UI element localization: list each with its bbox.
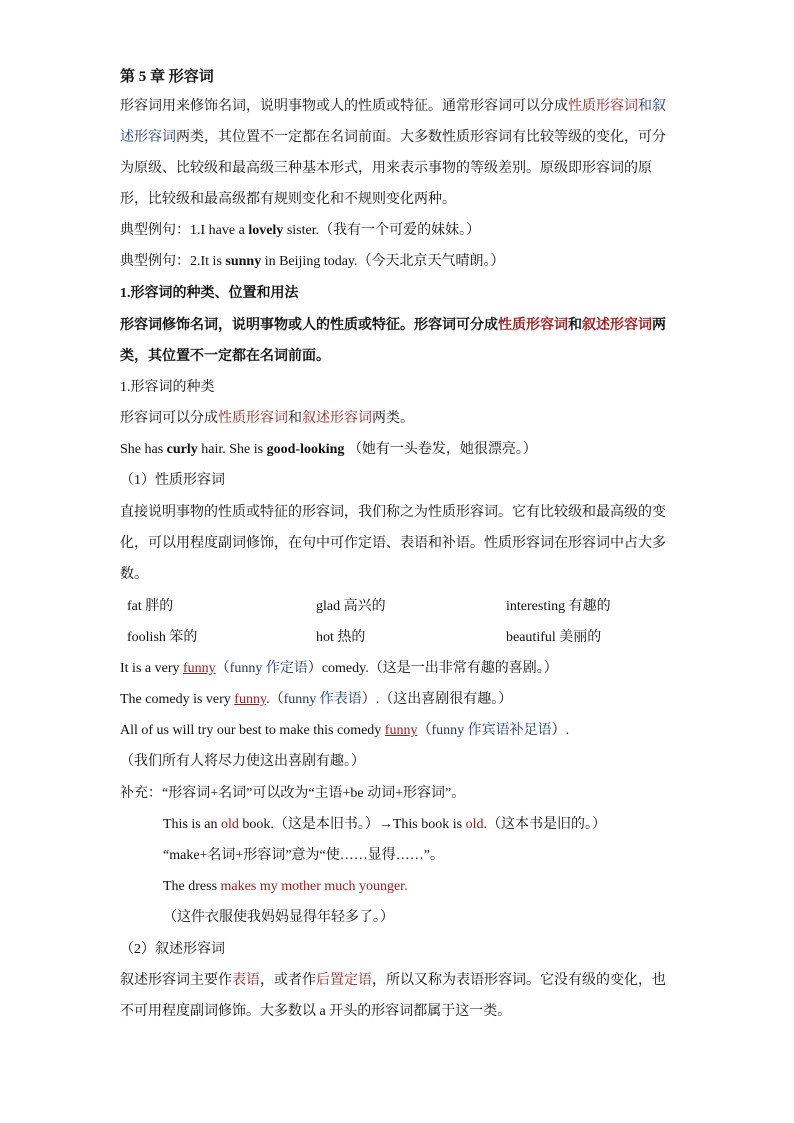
term-predicative: 述形容词 [120,130,176,145]
qualitative-line-2: 化，可以用程度副词修饰，在句中可作定语、表语和补语。性质形容词在形容词中占大多 [120,536,666,551]
funny-example-1: It is a very funny（funny 作定语）comedy.（这是一出非常有趣的喜剧。） [120,661,558,676]
qualitative-line-3: 数。 [120,567,148,582]
funny-example-3-translation: （我们所有人将尽力使这出喜剧有趣。） [120,754,365,769]
summary-line-1: 形容词修饰名词，说明事物或人的性质或特征。形容词可分成性质形容词和叙述形容词两 [120,318,666,333]
predicative-line-2: 不可用程度副词修饰。大多数以 a 开头的形容词都属于这一类。 [120,1004,512,1019]
section-heading: 1.形容词的种类、位置和用法 [120,286,299,301]
dress-example-translation: （这件衣服使我妈妈显得年轻多了。） [163,910,394,925]
curly-hair-example: She has curly hair. She is good-looking （她有一头卷发，她很漂亮。） [120,442,537,457]
example-sentence-2: 典型例句：2.It is sunny in Beijing today.（今天北京天气晴朗。） [120,254,505,269]
intro-line-3: 为原级、比较级和最高级三种基本形式，用来表示事物的等级差别。原级即形容词的原 [120,161,652,176]
chapter-title: 第 5 章 形容词 [120,69,214,85]
vocab-item: interesting 有趣的 [506,599,611,614]
funny-example-2: The comedy is very funny.（funny 作表语）.（这出喜剧很有趣。） [120,692,513,707]
vocab-item: fat 胖的 [127,599,174,614]
supplement-note: 补充：“形容词+名词”可以改为“主语+be 动词+形容词”。 [120,786,466,801]
intro-line-2: 述形容词两类，其位置不一定都在名词前面。大多数性质形容词有比较等级的变化，可分 [120,130,666,145]
summary-line-2: 类，其位置不一定都在名词前面。 [120,349,330,364]
example-sentence-1: 典型例句：1.I have a lovely sister.（我有一个可爱的妹妹。） [120,223,481,238]
intro-line-1: 形容词用来修饰名词，说明事物或人的性质或特征。通常形容词可以分成性质形容词和叙 [120,99,666,114]
dress-example: The dress makes my mother much younger. [163,879,408,894]
old-book-example: This is an old book.（这是本旧书。）→This book is old.（这本书是旧的。） [163,817,606,832]
make-rule: “make+名词+形容词”意为“使……显得……”。 [163,848,444,863]
kinds-heading: 1.形容词的种类 [120,380,215,395]
intro-line-4: 形，比较级和最高级都有规则变化和不规则变化两种。 [120,192,456,207]
qualitative-line-1: 直接说明事物的性质或特征的形容词，我们称之为性质形容词。它有比较级和最高级的变 [120,505,666,520]
vocab-item: foolish 笨的 [127,630,198,645]
vocab-item: glad 高兴的 [316,599,386,614]
predicative-line-1: 叙述形容词主要作表语，或者作后置定语，所以又称为表语形容词。它没有级的变化，也 [120,973,666,988]
vocab-item: hot 热的 [316,630,366,645]
funny-example-3: All of us will try our best to make this comedy funny（funny 作宾语补足语）. [120,723,570,738]
subheading-predicative: （2）叙述形容词 [120,942,225,957]
kinds-text: 形容词可以分成性质形容词和叙述形容词两类。 [120,411,414,426]
vocab-item: beautiful 美丽的 [506,630,602,645]
term-qualitative: 性质形容词 [568,99,638,114]
subheading-qualitative: （1）性质形容词 [120,473,225,488]
